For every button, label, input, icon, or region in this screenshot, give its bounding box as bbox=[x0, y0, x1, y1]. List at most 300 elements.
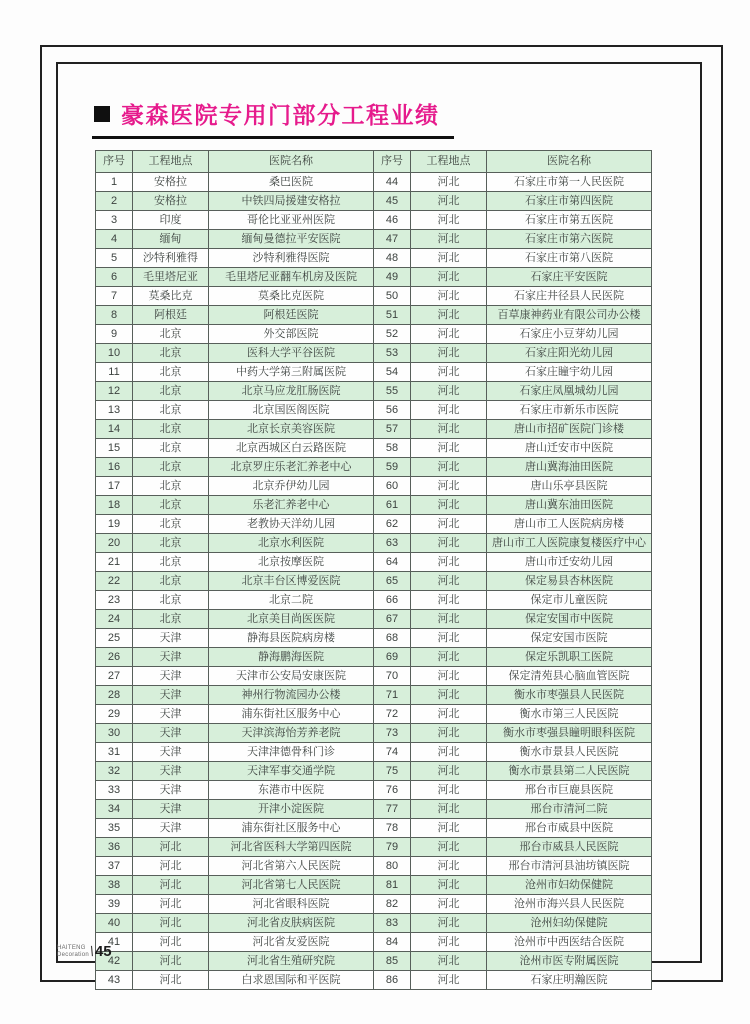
hospital-cell: 衡水市枣强县瞳明眼科医院 bbox=[487, 724, 652, 743]
hospital-cell: 唐山迁安市中医院 bbox=[487, 439, 652, 458]
table-row bbox=[96, 933, 652, 952]
location-cell: 河北 bbox=[133, 933, 209, 952]
location-cell: 河北 bbox=[411, 648, 487, 667]
index-cell: 38 bbox=[96, 876, 133, 895]
location-cell: 北京 bbox=[133, 382, 209, 401]
location-cell: 河北 bbox=[411, 192, 487, 211]
table-row bbox=[96, 876, 652, 895]
index-cell: 39 bbox=[96, 895, 133, 914]
location-cell: 河北 bbox=[411, 876, 487, 895]
location-cell: 河北 bbox=[411, 306, 487, 325]
location-cell: 安格拉 bbox=[133, 173, 209, 192]
index-cell: 34 bbox=[96, 800, 133, 819]
location-cell: 河北 bbox=[411, 515, 487, 534]
table-row bbox=[96, 781, 652, 800]
hospital-cell: 哥伦比亚亚州医院 bbox=[209, 211, 374, 230]
location-cell: 河北 bbox=[411, 781, 487, 800]
hospital-cell: 唐山市工人医院康复楼医疗中心 bbox=[487, 534, 652, 553]
location-cell: 河北 bbox=[411, 952, 487, 971]
table-row bbox=[96, 686, 652, 705]
hospital-cell: 沧州妇幼保健院 bbox=[487, 914, 652, 933]
location-cell: 河北 bbox=[411, 401, 487, 420]
location-cell: 河北 bbox=[411, 325, 487, 344]
table-row bbox=[96, 914, 652, 933]
index-cell: 68 bbox=[374, 629, 411, 648]
location-cell: 天津 bbox=[133, 686, 209, 705]
index-cell: 75 bbox=[374, 762, 411, 781]
header-index-right: 序号 bbox=[374, 151, 411, 173]
hospital-cell: 河北省第七人民医院 bbox=[209, 876, 374, 895]
location-cell: 河北 bbox=[133, 876, 209, 895]
location-cell: 河北 bbox=[411, 686, 487, 705]
location-cell: 河北 bbox=[411, 534, 487, 553]
location-cell: 河北 bbox=[411, 496, 487, 515]
index-cell: 10 bbox=[96, 344, 133, 363]
index-cell: 83 bbox=[374, 914, 411, 933]
table-row bbox=[96, 192, 652, 211]
index-cell: 82 bbox=[374, 895, 411, 914]
index-cell: 14 bbox=[96, 420, 133, 439]
index-cell: 50 bbox=[374, 287, 411, 306]
hospital-cell: 北京国医阁医院 bbox=[209, 401, 374, 420]
hospital-cell: 石家庄阳光幼儿园 bbox=[487, 344, 652, 363]
header-index-left: 序号 bbox=[96, 151, 133, 173]
location-cell: 河北 bbox=[411, 439, 487, 458]
index-cell: 57 bbox=[374, 420, 411, 439]
location-cell: 北京 bbox=[133, 325, 209, 344]
index-cell: 27 bbox=[96, 667, 133, 686]
hospital-cell: 河北省医科大学第四医院 bbox=[209, 838, 374, 857]
index-cell: 64 bbox=[374, 553, 411, 572]
location-cell: 河北 bbox=[411, 838, 487, 857]
index-cell: 30 bbox=[96, 724, 133, 743]
location-cell: 河北 bbox=[133, 971, 209, 990]
index-cell: 12 bbox=[96, 382, 133, 401]
table-row bbox=[96, 496, 652, 515]
location-cell: 天津 bbox=[133, 667, 209, 686]
hospital-cell: 北京丰台区博爱医院 bbox=[209, 572, 374, 591]
location-cell: 河北 bbox=[411, 895, 487, 914]
location-cell: 河北 bbox=[411, 382, 487, 401]
index-cell: 69 bbox=[374, 648, 411, 667]
hospital-cell: 神州行物流园办公楼 bbox=[209, 686, 374, 705]
location-cell: 阿根廷 bbox=[133, 306, 209, 325]
index-cell: 73 bbox=[374, 724, 411, 743]
location-cell: 河北 bbox=[411, 572, 487, 591]
table-row bbox=[96, 838, 652, 857]
index-cell: 86 bbox=[374, 971, 411, 990]
location-cell: 印度 bbox=[133, 211, 209, 230]
page-number: 45 bbox=[94, 943, 112, 960]
index-cell: 79 bbox=[374, 838, 411, 857]
location-cell: 河北 bbox=[133, 914, 209, 933]
location-cell: 河北 bbox=[133, 838, 209, 857]
location-cell: 天津 bbox=[133, 781, 209, 800]
hospital-cell: 北京西城区白云路医院 bbox=[209, 439, 374, 458]
page-title: 豪森医院专用门部分工程业绩 bbox=[121, 102, 440, 128]
index-cell: 36 bbox=[96, 838, 133, 857]
location-cell: 河北 bbox=[411, 971, 487, 990]
index-cell: 81 bbox=[374, 876, 411, 895]
index-cell: 56 bbox=[374, 401, 411, 420]
index-cell: 19 bbox=[96, 515, 133, 534]
header-hospital-left: 医院名称 bbox=[209, 151, 374, 173]
hospital-cell: 河北省皮肤病医院 bbox=[209, 914, 374, 933]
index-cell: 22 bbox=[96, 572, 133, 591]
location-cell: 天津 bbox=[133, 743, 209, 762]
location-cell: 河北 bbox=[411, 743, 487, 762]
table-row bbox=[96, 401, 652, 420]
hospital-cell: 桑巴医院 bbox=[209, 173, 374, 192]
table-row bbox=[96, 534, 652, 553]
table-row bbox=[96, 268, 652, 287]
hospital-cell: 邢台市威县人民医院 bbox=[487, 838, 652, 857]
table-row bbox=[96, 610, 652, 629]
page-title-block bbox=[92, 97, 454, 139]
index-cell: 58 bbox=[374, 439, 411, 458]
location-cell: 河北 bbox=[411, 477, 487, 496]
table-row bbox=[96, 382, 652, 401]
table-row bbox=[96, 724, 652, 743]
hospital-cell: 北京罗庄乐老汇养老中心 bbox=[209, 458, 374, 477]
hospital-cell: 石家庄市第八医院 bbox=[487, 249, 652, 268]
hospital-cell: 莫桑比克医院 bbox=[209, 287, 374, 306]
location-cell: 河北 bbox=[411, 914, 487, 933]
hospital-cell: 衡水市景县人民医院 bbox=[487, 743, 652, 762]
hospital-cell: 唐山市工人医院病房楼 bbox=[487, 515, 652, 534]
hospital-cell: 河北省友爱医院 bbox=[209, 933, 374, 952]
location-cell: 毛里塔尼亚 bbox=[133, 268, 209, 287]
index-cell: 9 bbox=[96, 325, 133, 344]
location-cell: 河北 bbox=[411, 667, 487, 686]
hospital-cell: 沧州市中西医结合医院 bbox=[487, 933, 652, 952]
brand-slash-icon: \ bbox=[88, 943, 96, 959]
location-cell: 河北 bbox=[411, 591, 487, 610]
index-cell: 51 bbox=[374, 306, 411, 325]
index-cell: 45 bbox=[374, 192, 411, 211]
index-cell: 78 bbox=[374, 819, 411, 838]
hospital-cell: 北京长京美容医院 bbox=[209, 420, 374, 439]
hospital-cell: 保定安国市中医院 bbox=[487, 610, 652, 629]
location-cell: 北京 bbox=[133, 534, 209, 553]
hospital-cell: 保定市儿童医院 bbox=[487, 591, 652, 610]
index-cell: 21 bbox=[96, 553, 133, 572]
location-cell: 河北 bbox=[411, 724, 487, 743]
index-cell: 26 bbox=[96, 648, 133, 667]
hospital-cell: 邢台市巨鹿县医院 bbox=[487, 781, 652, 800]
index-cell: 54 bbox=[374, 363, 411, 382]
hospital-cell: 外交部医院 bbox=[209, 325, 374, 344]
index-cell: 25 bbox=[96, 629, 133, 648]
location-cell: 天津 bbox=[133, 724, 209, 743]
location-cell: 河北 bbox=[411, 268, 487, 287]
table-row bbox=[96, 648, 652, 667]
table-row bbox=[96, 325, 652, 344]
index-cell: 66 bbox=[374, 591, 411, 610]
index-cell: 29 bbox=[96, 705, 133, 724]
table-row bbox=[96, 306, 652, 325]
index-cell: 17 bbox=[96, 477, 133, 496]
location-cell: 河北 bbox=[411, 762, 487, 781]
hospital-cell: 唐山冀东油田医院 bbox=[487, 496, 652, 515]
results-table-body bbox=[96, 173, 652, 990]
table-row bbox=[96, 173, 652, 192]
location-cell: 安格拉 bbox=[133, 192, 209, 211]
table-row bbox=[96, 800, 652, 819]
location-cell: 北京 bbox=[133, 496, 209, 515]
hospital-cell: 石家庄瞳宇幼儿园 bbox=[487, 363, 652, 382]
hospital-cell: 唐山冀海油田医院 bbox=[487, 458, 652, 477]
location-cell: 河北 bbox=[411, 344, 487, 363]
location-cell: 天津 bbox=[133, 705, 209, 724]
table-row bbox=[96, 857, 652, 876]
hospital-cell: 东港市中医院 bbox=[209, 781, 374, 800]
hospital-cell: 邢台市威县中医院 bbox=[487, 819, 652, 838]
hospital-cell: 天津滨海怡芳养老院 bbox=[209, 724, 374, 743]
table-header-row bbox=[96, 151, 652, 173]
location-cell: 河北 bbox=[411, 705, 487, 724]
location-cell: 北京 bbox=[133, 553, 209, 572]
hospital-cell: 静海县医院病房楼 bbox=[209, 629, 374, 648]
hospital-cell: 中铁四局援建安格拉 bbox=[209, 192, 374, 211]
brand-logo-text: HAITENG Decoration bbox=[57, 945, 90, 958]
hospital-cell: 阿根廷医院 bbox=[209, 306, 374, 325]
header-hospital-right: 医院名称 bbox=[487, 151, 652, 173]
index-cell: 52 bbox=[374, 325, 411, 344]
index-cell: 35 bbox=[96, 819, 133, 838]
index-cell: 53 bbox=[374, 344, 411, 363]
hospital-cell: 邢台市清河县油坊镇医院 bbox=[487, 857, 652, 876]
hospital-cell: 石家庄市新乐市医院 bbox=[487, 401, 652, 420]
hospital-cell: 衡水市第三人民医院 bbox=[487, 705, 652, 724]
table-row bbox=[96, 230, 652, 249]
location-cell: 河北 bbox=[411, 420, 487, 439]
index-cell: 47 bbox=[374, 230, 411, 249]
index-cell: 40 bbox=[96, 914, 133, 933]
location-cell: 河北 bbox=[133, 895, 209, 914]
hospital-cell: 石家庄井径县人民医院 bbox=[487, 287, 652, 306]
hospital-cell: 唐山乐亭县医院 bbox=[487, 477, 652, 496]
hospital-cell: 北京马应龙肛肠医院 bbox=[209, 382, 374, 401]
header-location-right: 工程地点 bbox=[411, 151, 487, 173]
hospital-cell: 衡水市枣强县人民医院 bbox=[487, 686, 652, 705]
location-cell: 北京 bbox=[133, 477, 209, 496]
hospital-cell: 沧州市医专附属医院 bbox=[487, 952, 652, 971]
table-row bbox=[96, 477, 652, 496]
index-cell: 13 bbox=[96, 401, 133, 420]
index-cell: 20 bbox=[96, 534, 133, 553]
location-cell: 河北 bbox=[411, 363, 487, 382]
hospital-cell: 石家庄市第五医院 bbox=[487, 211, 652, 230]
table-row bbox=[96, 971, 652, 990]
location-cell: 河北 bbox=[411, 819, 487, 838]
location-cell: 天津 bbox=[133, 800, 209, 819]
hospital-cell: 天津军事交通学院 bbox=[209, 762, 374, 781]
hospital-cell: 河北省眼科医院 bbox=[209, 895, 374, 914]
hospital-cell: 北京美目尚医医院 bbox=[209, 610, 374, 629]
index-cell: 85 bbox=[374, 952, 411, 971]
hospital-cell: 老教协天洋幼儿园 bbox=[209, 515, 374, 534]
hospital-cell: 石家庄小豆芽幼儿园 bbox=[487, 325, 652, 344]
table-row bbox=[96, 667, 652, 686]
hospital-cell: 开津小淀医院 bbox=[209, 800, 374, 819]
table-row bbox=[96, 287, 652, 306]
hospital-cell: 静海鹏海医院 bbox=[209, 648, 374, 667]
hospital-cell: 浦东街社区服务中心 bbox=[209, 705, 374, 724]
index-cell: 18 bbox=[96, 496, 133, 515]
location-cell: 河北 bbox=[411, 173, 487, 192]
index-cell: 46 bbox=[374, 211, 411, 230]
location-cell: 河北 bbox=[411, 249, 487, 268]
location-cell: 河北 bbox=[411, 287, 487, 306]
index-cell: 49 bbox=[374, 268, 411, 287]
hospital-cell: 白求恩国际和平医院 bbox=[209, 971, 374, 990]
location-cell: 河北 bbox=[411, 857, 487, 876]
hospital-cell: 毛里塔尼亚翻车机房及医院 bbox=[209, 268, 374, 287]
header-location-left: 工程地点 bbox=[133, 151, 209, 173]
location-cell: 北京 bbox=[133, 515, 209, 534]
location-cell: 缅甸 bbox=[133, 230, 209, 249]
hospital-cell: 北京二院 bbox=[209, 591, 374, 610]
index-cell: 16 bbox=[96, 458, 133, 477]
index-cell: 63 bbox=[374, 534, 411, 553]
index-cell: 31 bbox=[96, 743, 133, 762]
location-cell: 北京 bbox=[133, 401, 209, 420]
location-cell: 河北 bbox=[411, 933, 487, 952]
table-row bbox=[96, 249, 652, 268]
location-cell: 北京 bbox=[133, 439, 209, 458]
hospital-cell: 医科大学平谷医院 bbox=[209, 344, 374, 363]
index-cell: 1 bbox=[96, 173, 133, 192]
table-row bbox=[96, 572, 652, 591]
location-cell: 河北 bbox=[411, 629, 487, 648]
location-cell: 北京 bbox=[133, 344, 209, 363]
location-cell: 北京 bbox=[133, 420, 209, 439]
hospital-cell: 北京按摩医院 bbox=[209, 553, 374, 572]
index-cell: 44 bbox=[374, 173, 411, 192]
hospital-cell: 缅甸曼德拉平安医院 bbox=[209, 230, 374, 249]
table-row bbox=[96, 895, 652, 914]
index-cell: 72 bbox=[374, 705, 411, 724]
index-cell: 37 bbox=[96, 857, 133, 876]
index-cell: 70 bbox=[374, 667, 411, 686]
index-cell: 84 bbox=[374, 933, 411, 952]
hospital-cell: 石家庄市第四医院 bbox=[487, 192, 652, 211]
table-row bbox=[96, 420, 652, 439]
index-cell: 8 bbox=[96, 306, 133, 325]
table-row bbox=[96, 819, 652, 838]
location-cell: 北京 bbox=[133, 363, 209, 382]
table-row bbox=[96, 439, 652, 458]
location-cell: 河北 bbox=[133, 857, 209, 876]
hospital-cell: 石家庄平安医院 bbox=[487, 268, 652, 287]
index-cell: 4 bbox=[96, 230, 133, 249]
index-cell: 6 bbox=[96, 268, 133, 287]
location-cell: 河北 bbox=[411, 553, 487, 572]
index-cell: 76 bbox=[374, 781, 411, 800]
location-cell: 天津 bbox=[133, 648, 209, 667]
index-cell: 80 bbox=[374, 857, 411, 876]
location-cell: 天津 bbox=[133, 629, 209, 648]
hospital-cell: 沧州市海兴县人民医院 bbox=[487, 895, 652, 914]
table-row bbox=[96, 952, 652, 971]
index-cell: 77 bbox=[374, 800, 411, 819]
table-row bbox=[96, 553, 652, 572]
location-cell: 河北 bbox=[133, 952, 209, 971]
index-cell: 24 bbox=[96, 610, 133, 629]
index-cell: 41 bbox=[96, 933, 133, 952]
hospital-cell: 衡水市景县第二人民医院 bbox=[487, 762, 652, 781]
index-cell: 65 bbox=[374, 572, 411, 591]
hospital-cell: 中药大学第三附属医院 bbox=[209, 363, 374, 382]
table-row bbox=[96, 762, 652, 781]
index-cell: 55 bbox=[374, 382, 411, 401]
hospital-cell: 保定乐凯职工医院 bbox=[487, 648, 652, 667]
location-cell: 河北 bbox=[411, 211, 487, 230]
table-row bbox=[96, 629, 652, 648]
table-row bbox=[96, 211, 652, 230]
footer-brand bbox=[57, 943, 112, 959]
location-cell: 河北 bbox=[411, 458, 487, 477]
location-cell: 北京 bbox=[133, 458, 209, 477]
location-cell: 天津 bbox=[133, 819, 209, 838]
hospital-cell: 石家庄明瀚医院 bbox=[487, 971, 652, 990]
table-row bbox=[96, 363, 652, 382]
hospital-cell: 保定安国市医院 bbox=[487, 629, 652, 648]
hospital-cell: 唐山市招矿医院门诊楼 bbox=[487, 420, 652, 439]
table-row bbox=[96, 344, 652, 363]
hospital-cell: 北京水利医院 bbox=[209, 534, 374, 553]
index-cell: 11 bbox=[96, 363, 133, 382]
index-cell: 28 bbox=[96, 686, 133, 705]
index-cell: 74 bbox=[374, 743, 411, 762]
hospital-cell: 沧州市妇幼保健院 bbox=[487, 876, 652, 895]
hospital-cell: 北京乔伊幼儿园 bbox=[209, 477, 374, 496]
table-row bbox=[96, 591, 652, 610]
hospital-cell: 保定清苑县心脑血管医院 bbox=[487, 667, 652, 686]
hospital-cell: 保定易县杏林医院 bbox=[487, 572, 652, 591]
location-cell: 北京 bbox=[133, 572, 209, 591]
index-cell: 48 bbox=[374, 249, 411, 268]
table-row bbox=[96, 515, 652, 534]
index-cell: 59 bbox=[374, 458, 411, 477]
index-cell: 3 bbox=[96, 211, 133, 230]
hospital-cell: 河北省第六人民医院 bbox=[209, 857, 374, 876]
location-cell: 北京 bbox=[133, 610, 209, 629]
location-cell: 河北 bbox=[411, 800, 487, 819]
hospital-cell: 石家庄凤凰城幼儿园 bbox=[487, 382, 652, 401]
hospital-cell: 百草康神药业有限公司办公楼 bbox=[487, 306, 652, 325]
location-cell: 河北 bbox=[411, 610, 487, 629]
location-cell: 河北 bbox=[411, 230, 487, 249]
table-row bbox=[96, 705, 652, 724]
hospital-cell: 邢台市清河二院 bbox=[487, 800, 652, 819]
hospital-cell: 唐山市迁安幼儿园 bbox=[487, 553, 652, 572]
hospital-cell: 石家庄市第六医院 bbox=[487, 230, 652, 249]
index-cell: 5 bbox=[96, 249, 133, 268]
hospital-cell: 乐老汇养老中心 bbox=[209, 496, 374, 515]
location-cell: 莫桑比克 bbox=[133, 287, 209, 306]
hospital-cell: 沙特利雅得医院 bbox=[209, 249, 374, 268]
index-cell: 15 bbox=[96, 439, 133, 458]
projects-table bbox=[95, 150, 652, 990]
index-cell: 33 bbox=[96, 781, 133, 800]
index-cell: 71 bbox=[374, 686, 411, 705]
location-cell: 沙特利雅得 bbox=[133, 249, 209, 268]
location-cell: 天津 bbox=[133, 762, 209, 781]
table-row bbox=[96, 458, 652, 477]
index-cell: 67 bbox=[374, 610, 411, 629]
